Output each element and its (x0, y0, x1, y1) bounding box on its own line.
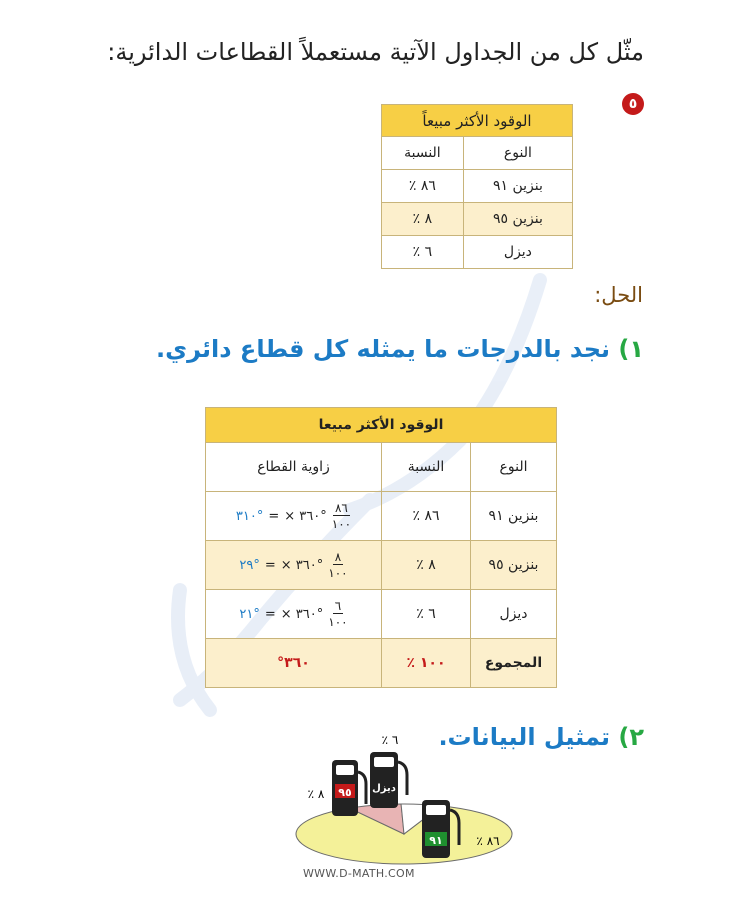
table-row (382, 170, 573, 203)
fraction-denominator: ١٠٠ (331, 517, 352, 531)
slice-label-diesel: ٦ ٪ (381, 733, 399, 747)
step-text: تمثيل البيانات. (438, 723, 611, 751)
total-percent: ١٠٠ ٪ (382, 639, 471, 688)
cell-type: بنزين ٩١ (471, 492, 557, 541)
multiplier: × ٣٦٠° (280, 606, 324, 622)
fraction (328, 551, 347, 579)
table-row (206, 590, 557, 639)
table-row (382, 203, 573, 236)
table-title: الوقود الأكثر مبيعا (206, 408, 557, 443)
step-number: ٢) (618, 723, 644, 751)
fraction-numerator: ٦ (334, 599, 342, 613)
table-row (206, 492, 557, 541)
angle-result: ٢٩° (239, 557, 260, 573)
step-1-heading (156, 335, 644, 363)
cell-angle-calculation (206, 590, 382, 639)
step-text: نجد بالدرجات ما يمثله كل قطاع دائري. (155, 335, 611, 363)
cell-percent: ٨ ٪ (382, 541, 471, 590)
column-header-percent: النسبة (382, 137, 464, 170)
cell-angle-calculation (206, 541, 382, 590)
column-header-angle: زاوية القطاع (206, 443, 382, 492)
pie-chart (288, 728, 520, 868)
cell-percent: ٨ ٪ (382, 203, 464, 236)
slice-label-91: ٨٦ ٪ (476, 834, 500, 848)
equals-sign: = (268, 508, 280, 524)
cell-percent: ٨٦ ٪ (382, 492, 471, 541)
multiplier: × ٣٦٠° (280, 557, 324, 573)
pump-diesel-label: ديزل (372, 783, 396, 794)
cell-percent: ٨٦ ٪ (382, 170, 464, 203)
exercise-instruction: مثّل كل من الجداول الآتية مستعملاً القطاعات الدائرية: (107, 38, 644, 66)
cell-percent: ٦ ٪ (382, 590, 471, 639)
angle-result: ٢١° (239, 606, 260, 622)
column-header-percent: النسبة (382, 443, 471, 492)
cell-type: ديزل (463, 236, 572, 269)
question-number-badge: ٥ (622, 93, 644, 115)
solution-label: الحل: (594, 283, 643, 307)
cell-type: بنزين ٩٥ (463, 203, 572, 236)
cell-percent: ٦ ٪ (382, 236, 464, 269)
fuel-table-solution (205, 407, 557, 688)
column-header-type: النوع (463, 137, 572, 170)
step-number: ١) (618, 335, 644, 363)
fraction-numerator: ٨٦ (334, 501, 348, 515)
table-row (206, 541, 557, 590)
angle-result: ٣١٠° (235, 508, 264, 524)
slice-label-95: ٨ ٪ (307, 787, 325, 801)
pump-diesel-icon (370, 752, 407, 808)
cell-type: بنزين ٩١ (463, 170, 572, 203)
fraction (332, 502, 351, 530)
pump-95-label: ٩٥ (338, 786, 352, 799)
fraction-denominator: ١٠٠ (328, 615, 348, 629)
pump-91-label: ٩١ (429, 834, 443, 847)
fraction-numerator: ٨ (334, 550, 342, 564)
fraction-denominator: ١٠٠ (328, 566, 348, 580)
website-footer: WWW.D-MATH.COM (303, 867, 415, 880)
table-total-row (206, 639, 557, 688)
cell-angle-calculation (206, 492, 382, 541)
cell-type: بنزين ٩٥ (471, 541, 557, 590)
fuel-table-question (381, 104, 573, 269)
equals-sign: = (264, 557, 276, 573)
column-header-type: النوع (471, 443, 557, 492)
cell-type: ديزل (471, 590, 557, 639)
total-angle: ٣٦٠° (206, 639, 382, 688)
table-title: الوقود الأكثر مبيعاً (382, 105, 573, 137)
fraction (328, 600, 347, 628)
multiplier: × ٣٦٠° (284, 508, 327, 524)
total-label: المجموع (471, 639, 557, 688)
equals-sign: = (264, 606, 276, 622)
